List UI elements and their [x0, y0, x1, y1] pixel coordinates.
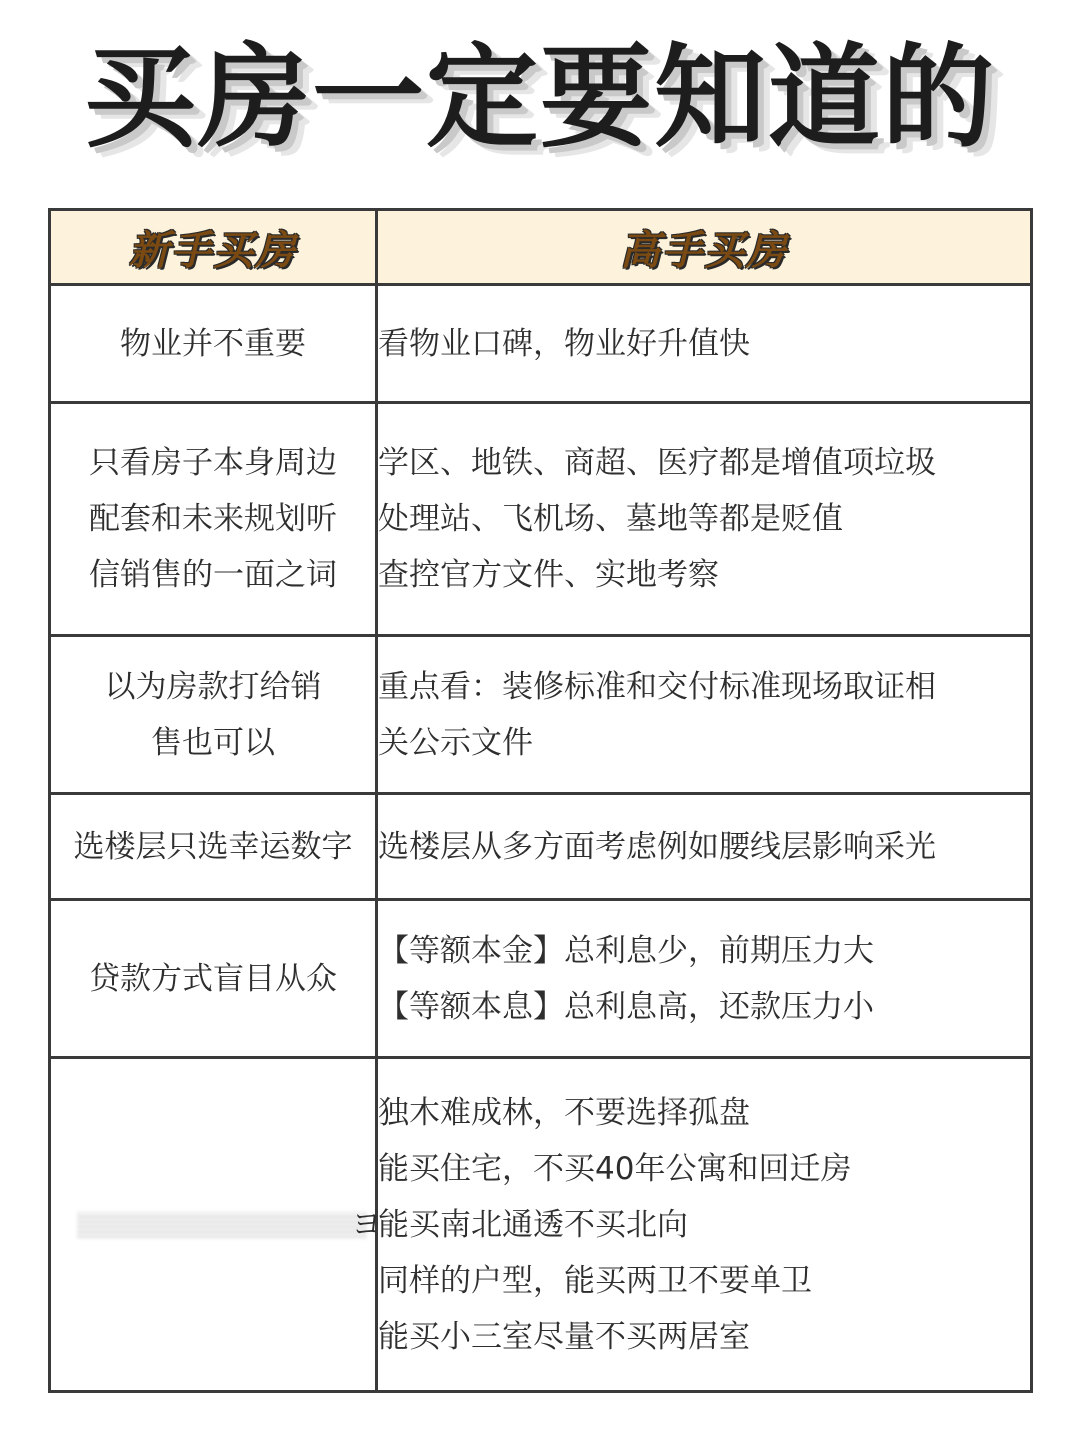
expert-cell — [377, 794, 1032, 900]
novice-text: 选楼层只选幸运数字 — [73, 828, 353, 865]
novice-cell-obscured — [50, 1058, 382, 1392]
expert-text: 重点看：装修标准和交付标准现场取证相 — [378, 668, 936, 705]
expert-text: 独木难成林，不要选择孤盘 — [378, 1094, 750, 1131]
novice-text: 售也可以 — [151, 724, 275, 761]
expert-text: 能买小三室尽量不买两居室 — [378, 1318, 750, 1355]
table-row — [50, 794, 1032, 900]
novice-cell — [50, 794, 377, 900]
table-row — [50, 900, 1032, 1058]
expert-text: 【等额本金】总利息少，前期压力大 — [378, 932, 874, 969]
table-row — [50, 403, 1032, 636]
expert-cell — [377, 900, 1032, 1058]
expert-cell — [377, 1058, 1032, 1392]
expert-text: 看物业口碑，物业好升值快 — [378, 325, 750, 362]
expert-text: 查控官方文件、实地考察 — [378, 557, 719, 593]
table-row — [50, 285, 1032, 403]
expert-text: 处理站、飞机场、墓地等都是贬值 — [378, 501, 843, 537]
novice-cell — [50, 636, 377, 794]
expert-cell — [377, 285, 1032, 403]
novice-text: 配套和未来规划听 — [89, 501, 337, 537]
expert-text: 学区、地铁、商超、医疗都是增值项垃圾 — [378, 445, 936, 481]
table-row — [50, 1058, 1032, 1392]
expert-text: 选楼层从多方面考虑例如腰线层影响采光 — [378, 828, 936, 865]
expert-text: 关公示文件 — [378, 724, 533, 761]
comparison-table — [48, 208, 1033, 1393]
novice-text: 物业并不重要 — [120, 325, 306, 362]
redaction-blur — [77, 1212, 367, 1238]
novice-cell — [50, 403, 377, 636]
page-title: 买房一定要知道的 — [84, 33, 996, 163]
novice-text: 信销售的一面之词 — [89, 557, 337, 593]
expert-text: 同样的户型，能买两卫不要单卫 — [378, 1262, 812, 1299]
header-novice: 新手买房 — [50, 210, 377, 285]
novice-text: 只看房子本身周边 — [89, 445, 337, 481]
expert-text: 【等额本息】总利息高，还款压力小 — [378, 988, 874, 1025]
expert-cell — [377, 403, 1032, 636]
header-expert: 高手买房 — [377, 210, 1032, 285]
expert-text: 能买南北通透不买北向 — [378, 1206, 688, 1243]
expert-text: 能买住宅，不买40年公寓和回迁房 — [378, 1150, 852, 1187]
table-row — [50, 636, 1032, 794]
novice-text-partial: ヨ — [351, 1206, 382, 1243]
expert-cell — [377, 636, 1032, 794]
novice-text: 贷款方式盲目从众 — [89, 960, 337, 997]
table-header-row — [50, 210, 1032, 285]
novice-cell — [50, 285, 377, 403]
novice-cell — [50, 900, 377, 1058]
novice-text: 以为房款打给销 — [104, 668, 322, 705]
